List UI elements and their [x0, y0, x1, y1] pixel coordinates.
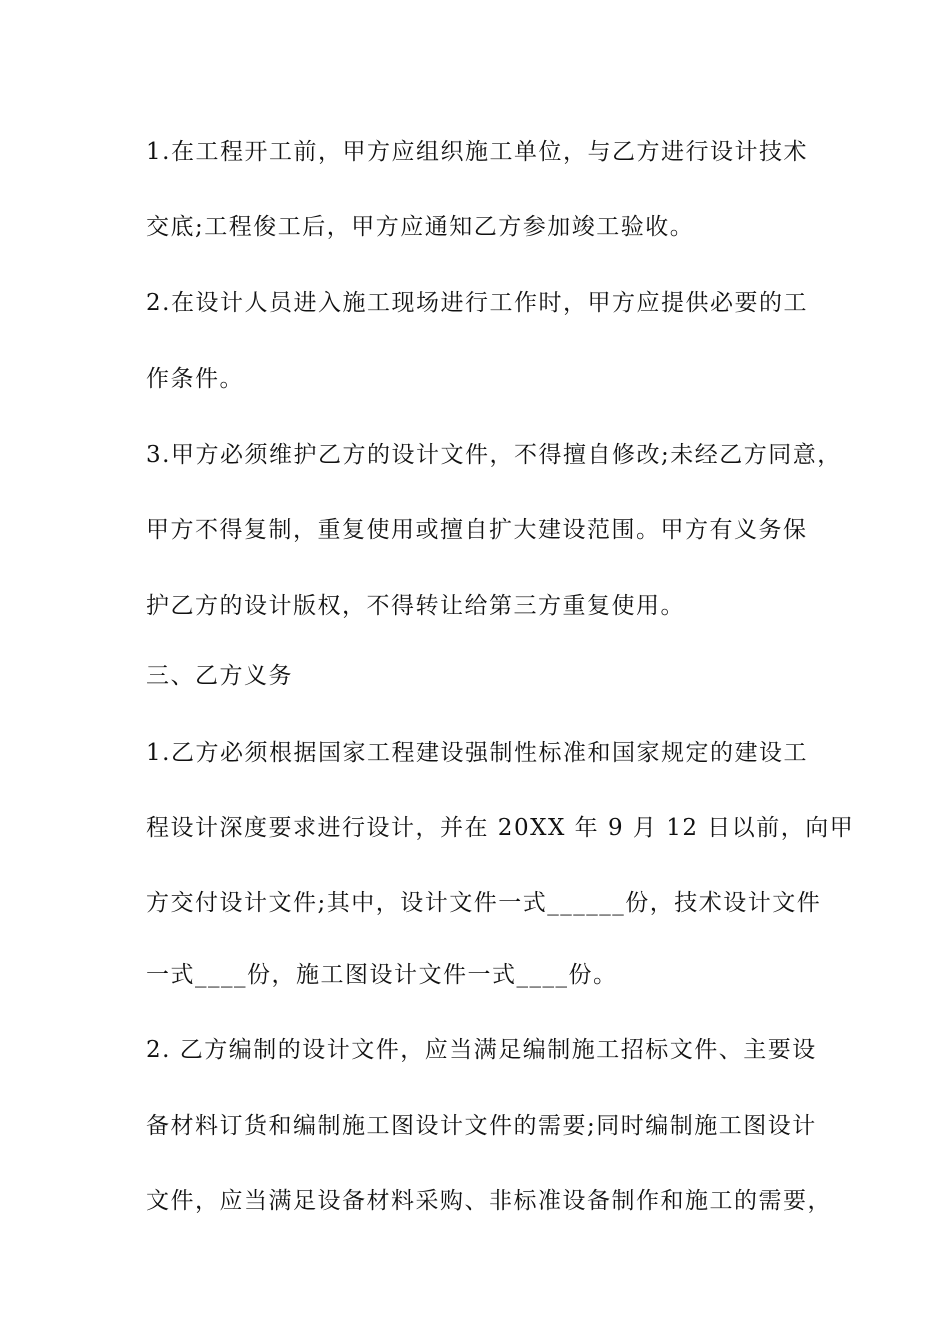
text-line: 交底;工程俊工后，甲方应通知乙方参加竣工验收。	[146, 214, 695, 240]
text-line: 程设计深度要求进行设计，并在 20XX 年 9 月 12 日以前，向甲	[146, 815, 855, 841]
text-line: 1.乙方必须根据国家工程建设强制性标准和国家规定的建设工	[146, 740, 808, 766]
text-line: 甲方不得复制，重复使用或擅自扩大建设范围。甲方有义务保	[146, 517, 808, 543]
text-line: 3.甲方必须维护乙方的设计文件，不得擅自修改;未经乙方同意，	[146, 442, 842, 468]
text-line: 1.在工程开工前，甲方应组织施工单位，与乙方进行设计技术	[146, 139, 808, 165]
text-line: 2. 乙方编制的设计文件，应当满足编制施工招标文件、主要设	[146, 1037, 817, 1063]
text-line: 作条件。	[146, 366, 244, 392]
text-line: 护乙方的设计版权，不得转让给第三方重复使用。	[146, 593, 685, 619]
text-line: 备材料订货和编制施工图设计文件的需要;同时编制施工图设计	[146, 1113, 817, 1139]
text-line: 2.在设计人员进入施工现场进行工作时，甲方应提供必要的工	[146, 290, 808, 316]
text-line: 一式____份，施工图设计文件一式____份。	[146, 962, 618, 988]
text-line: 文件，应当满足设备材料采购、非标准设备制作和施工的需要，	[146, 1188, 832, 1214]
section-heading: 三、乙方义务	[146, 663, 293, 689]
text-line: 方交付设计文件;其中，设计文件一式______份，技术设计文件	[146, 890, 822, 916]
